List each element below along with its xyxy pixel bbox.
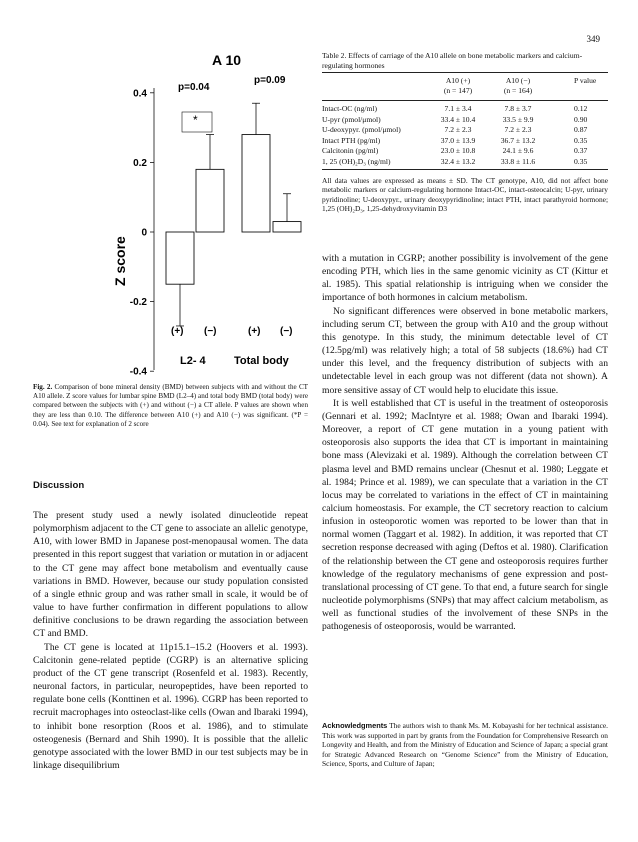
paragraph: It is well established that CT is useful in the treatment of osteoporosis (Gennari et al. 1992; MacIntyre et al. 1988; Owan and Ibaraki 1994). Moreover, a report of CT gene mutation in a young patient with osteoporosis also supports the idea that CT is important in maintaining bone mass (Alevizaki et al. 1989). Although the correlation between CT plasma level and BMD remains unclear (Chesnut et al. 1980; Leggate et al. 1984; Prince et al. 1989), we can speculate that a variation in the CT locus may be correlated to variations in the effect of CT in maintaining calcium homeostasis. For example, the CT secretory reaction to calcium infusion in osteoporotic women was reported to be lower than that in normal women (Taggart et al. 1982). In addition, it was reported that CT secretion response decreased with aging (Deftos et al. 1980). Clarification of the relationship between the CT gene and osteoporosis requires further knowledge of the regulatory mechanisms of gene expression and post-translational processing of CT gene. To that end, a future search for single nucleotide polymorphisms (SNPs) that may affect calcium metabolism, as well as functional studies of the involvement of these SNPs in the pathogenesis of osteoporosis, would be warranted. <box>322 397 608 633</box>
table-cell: 33.5 ± 9.9 <box>502 114 534 124</box>
bar <box>273 222 301 232</box>
figure-bar-chart <box>82 48 312 383</box>
caption-label: Fig. 2. <box>33 383 53 391</box>
header-line: A10 (+) <box>445 76 471 85</box>
bar <box>242 135 270 232</box>
header-line: A10 (−) <box>505 76 531 85</box>
y-tick-label: -0.2 <box>129 297 147 309</box>
discussion-text <box>33 509 308 772</box>
table-cell: 36.7 ± 13.2 <box>500 135 536 145</box>
table-row <box>322 104 608 114</box>
y-axis-label: Z score <box>112 236 128 286</box>
table-cell: 0.35 <box>574 157 588 166</box>
pvalue-label-l24: p=0.04 <box>178 82 210 93</box>
pvalue-label-total: p=0.09 <box>254 75 286 86</box>
row-label: U-deoxypyr. (pmol/μmol) <box>322 125 401 135</box>
col-header-a10-neg <box>490 76 546 96</box>
table-row <box>322 146 608 156</box>
page-number: 349 <box>586 34 600 44</box>
paragraph: No significant differences were observed in bone metabolic markers, including serum CT, between the group with A10 and the group without this genotype. In this study, the minimum detectable level of CT (12.5pg/ml) was relatively high; a total of 58 subjects (18.6%) had CT under this level, and the frequency distribution of subjects with an undetectable level in each group was not different (data not shown). A more sensitive assay of CT would help to elucidate this issue. <box>322 305 608 396</box>
table-row <box>322 115 608 125</box>
table-cell: 32.4 ± 13.2 <box>440 157 476 166</box>
row-label: Intact-OC (ng/ml) <box>322 104 378 113</box>
bar-label-4: (−) <box>280 326 293 337</box>
ack-text: The authors wish to thank Ms. M. Kobayashi for her technical assistance. This work was supported in part by grants from the Foundation for Comprehensive Research on Longevity and Health, and from the Ministry of Education and Science of Japan; a special grant for Strategic Advanced Research on “Genome Science” from the Ministry of Education, Science, Sports, and Culture of Japan; <box>322 721 608 769</box>
bar-label-3: (+) <box>248 326 261 337</box>
table-cell: 23.0 ± 10.8 <box>440 146 476 156</box>
right-column-text <box>322 252 608 634</box>
table-cell: 37.0 ± 13.9 <box>440 135 476 145</box>
paragraph: with a mutation in CGRP; another possibility is involvement of the gene encoding PTH, which lies in the same genomic vicinity as CT (Kittur et al. 1985). This spatial relationship is intriguing when we consider the importance of both hormones in calcium metabolism. <box>322 253 608 304</box>
table-cell: 0.87 <box>574 125 588 135</box>
row-label: 1, 25 (OH)₂D₃ (ng/ml) <box>322 157 391 166</box>
table-cell: 33.4 ± 10.4 <box>440 114 476 124</box>
table-row <box>322 157 608 167</box>
table-cell: 7.1 ± 3.4 <box>444 104 472 113</box>
table-cell: 7.2 ± 2.3 <box>504 125 532 135</box>
bar <box>196 169 224 232</box>
header-line: (n = 164) <box>503 85 533 95</box>
header-line: (n = 147) <box>443 85 473 95</box>
table-cell: 24.1 ± 9.6 <box>502 146 534 156</box>
table-row <box>322 125 608 135</box>
y-tick-label: 0 <box>141 227 147 239</box>
section-heading: Discussion <box>33 480 85 491</box>
y-tick-label: 0.2 <box>133 157 147 169</box>
header-line: P value <box>574 76 597 85</box>
y-tick-label: -0.4 <box>129 366 147 378</box>
table-top-rule <box>322 72 608 73</box>
col-header-pvalue <box>574 76 608 86</box>
table-cell: 0.37 <box>574 146 588 156</box>
table-cell: 0.12 <box>574 104 588 113</box>
table-note: All data values are expressed as means ± SD. The CT genotype, A10, did not affect bone metabolic markers or calcium-regulating hormone Intact-OC, intact-osteocalcin; U-pyr, urinary pyridinoline; U-deoxypyr., urinary deoxypyridinoline; intact PTH, intact parathyroid hormone; 1,25 (OH)₂D₃, 1,25-dehydroxyvitamin D3 <box>322 176 608 214</box>
acknowledgments <box>322 721 608 769</box>
row-label: Intact PTH (pg/ml) <box>322 135 381 145</box>
table-cell: 0.35 <box>574 135 588 145</box>
ack-label: Acknowledgments <box>322 721 388 730</box>
table-cell: 7.2 ± 2.3 <box>444 125 472 135</box>
paragraph: The present study used a newly isolated dinucleotide repeat polymorphism adjacent to the CT gene to associate an allelic genotype, A10, with lower BMD in Japanese post-menopausal women. The data presented in this report suggest that variation or mutation in or adjacent to the CT gene may affect bone metabolism and eventually cause variations in BMD. However, because our study population consisted of a single ethnic group and was rather small in scale, it would be of value to have further confirmation in different populations to allow definitive conclusions to be drawn regarding the association between CT and BMD. <box>33 510 308 640</box>
significance-asterisk: * <box>193 113 198 127</box>
caption-text: Comparison of bone mineral density (BMD) between subjects with and without the CT A10 allele. Z score values for lumbar spine BMD (L2–4) and total body BMD (total body) were compared between the subjects with (+) and without (−) a CT allele. P values are shown when they are less than 0.10. The difference between A10 (+) and A10 (−) was significant. (*P = 0.04). See text for explanation of 2 score <box>33 383 309 428</box>
table-bottom-rule <box>322 169 608 170</box>
table-row <box>322 136 608 146</box>
paragraph: The CT gene is located at 11p15.1–15.2 (Hoovers et al. 1993). Calcitonin gene-related peptide (CGRP) is an alternative splicing product of the CT gene transcript (Rosenfeld et al. 1983). Recently, neuronal factors, in particular, neuropeptides, have been reported to regulate bone cells (Konttinen et al. 1996). CGRP has been reported to recruit macrophages into osteoclast-like cells (Owan and Ibaraki 1994), to inhibit bone resorption (Roos et al. 1986), and to stimulate osteogenesis (Bernard and Shih 1990). It is possible that the allelic genotype associated with the lower BMD in our test subjects may be in linkage disequilibrium <box>33 641 308 771</box>
y-tick-label: 0.4 <box>133 88 147 100</box>
table-cell: 7.8 ± 3.7 <box>504 104 532 113</box>
bar <box>166 232 194 284</box>
bar-label-1: (+) <box>171 326 184 337</box>
table-cell: 33.8 ± 11.6 <box>500 157 536 166</box>
chart-title: A 10 <box>212 52 242 68</box>
row-label: U-pyr (pmol/μmol) <box>322 114 381 124</box>
table-header-rule <box>322 100 608 101</box>
table-cell: 0.90 <box>574 114 588 124</box>
bar-label-2: (−) <box>204 326 217 337</box>
row-label: Calcitonin (pg/ml) <box>322 146 379 156</box>
table-caption: Table 2. Effects of carriage of the A10 allele on bone metabolic markers and calcium-regulating hormones <box>322 51 583 70</box>
figure-caption <box>33 383 308 429</box>
group-label-total: Total body <box>234 355 289 367</box>
group-label-l24: L2- 4 <box>180 355 206 367</box>
col-header-a10-pos <box>430 76 486 96</box>
